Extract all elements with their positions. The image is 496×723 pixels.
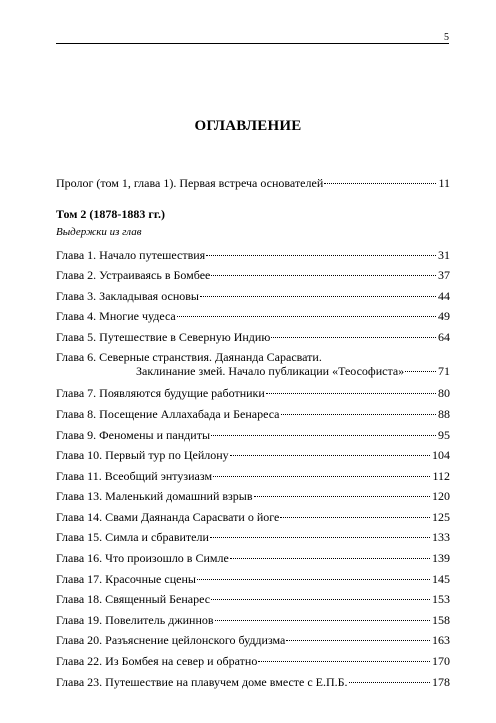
- toc-entry-page: 133: [432, 530, 450, 544]
- toc-entry-label: Глава 16. Что произошло в Симле: [56, 551, 229, 565]
- dot-leader: [211, 274, 436, 276]
- toc-entry-label: Глава 20. Разъяснение цейлонского буддизма: [56, 633, 286, 647]
- toc-entry: [56, 386, 450, 400]
- toc-entry-page: 31: [438, 248, 450, 262]
- toc-entry: [56, 613, 450, 627]
- toc-entry-label: Глава 7. Появляются будущие работники: [56, 386, 265, 400]
- toc-entry-label: Глава 13. Маленький домашний взрыв: [56, 489, 253, 503]
- dot-leader: [215, 619, 430, 621]
- dot-leader: [254, 495, 430, 497]
- toc-entry-page: 145: [432, 572, 450, 586]
- dot-leader: [230, 454, 430, 456]
- toc-entry-label: Глава 2. Устраиваясь в Бомбее: [56, 268, 211, 282]
- toc-entry: [56, 448, 450, 462]
- toc-entry-label: Глава 14. Свами Даянанда Сарасвати о йоге: [56, 510, 280, 524]
- toc-entry-page: 125: [432, 510, 450, 524]
- dot-leader: [324, 182, 436, 184]
- toc-entry-page: 104: [432, 448, 450, 462]
- toc-entry-page: 64: [438, 330, 450, 344]
- dot-leader: [271, 336, 436, 338]
- toc-entry-label: Глава 15. Симла и сбравители: [56, 530, 209, 544]
- dot-leader: [211, 598, 430, 600]
- toc-entry: [56, 428, 450, 442]
- toc-entry-page: 163: [432, 633, 450, 647]
- toc-entry: [56, 510, 450, 524]
- toc-entry-label-continued: Заклинание змей. Начало публикации «Теософиста»: [136, 364, 405, 378]
- toc-entry-page: 80: [438, 386, 450, 400]
- toc-entry: [56, 551, 450, 565]
- toc-entry: [56, 633, 450, 647]
- toc-entry-page: 37: [438, 268, 450, 282]
- toc-entry-label: Глава 11. Всеобщий энтузиазм: [56, 469, 213, 483]
- toc-entry: [56, 268, 450, 282]
- toc-entry-page: 88: [438, 407, 450, 421]
- toc-entry-label: Глава 18. Священный Бенарес: [56, 592, 211, 606]
- dot-leader: [286, 639, 430, 641]
- toc-entry: [56, 289, 450, 303]
- toc-entry: [56, 592, 450, 606]
- toc-entry-label: Глава 17. Красочные сцены: [56, 572, 196, 586]
- toc-entry-label: Пролог (том 1, глава 1). Первая встреча основателей: [56, 176, 324, 190]
- toc-entry-page: 120: [432, 489, 450, 503]
- toc-entry-label: Глава 1. Начало путешествия: [56, 248, 206, 262]
- toc-entry-page: 71: [438, 364, 450, 378]
- dot-leader: [230, 557, 430, 559]
- toc-entry: [56, 248, 450, 262]
- dot-leader: [266, 392, 436, 394]
- dot-leader: [405, 370, 436, 372]
- page-number: 5: [444, 32, 449, 43]
- dot-leader: [349, 681, 430, 683]
- toc-entry-page: 49: [438, 309, 450, 323]
- toc-entry-prologue: [56, 176, 450, 190]
- dot-leader: [206, 254, 436, 256]
- toc-entry-page: 112: [432, 469, 450, 483]
- dot-leader: [280, 516, 430, 518]
- toc-entry: [56, 407, 450, 421]
- toc-entry-label: Глава 4. Многие чудеса: [56, 309, 176, 323]
- dot-leader: [258, 660, 430, 662]
- toc-entry-label: Глава 8. Посещение Аллахабада и Бенареса: [56, 407, 280, 421]
- toc-entry-page: 44: [438, 289, 450, 303]
- toc-entry-page: 178: [432, 675, 450, 689]
- dot-leader: [197, 578, 430, 580]
- toc-entry-page: 139: [432, 551, 450, 565]
- dot-leader: [210, 536, 430, 538]
- toc-entry-label: Глава 19. Повелитель джиннов: [56, 613, 214, 627]
- toc-entry-label: Глава 3. Закладывая основы: [56, 289, 199, 303]
- dot-leader: [200, 295, 436, 297]
- toc-entry: [56, 309, 450, 323]
- toc-entry: [56, 489, 450, 503]
- toc-entry: [56, 675, 450, 689]
- header-rule: [56, 43, 449, 44]
- toc-entry-label: Глава 23. Путешествие на плавучем доме вместе с Е.П.Б.: [56, 675, 348, 689]
- toc-entry-page: 153: [432, 592, 450, 606]
- volume-subheading: Выдержки из глав: [56, 226, 142, 238]
- toc-entry-label: Глава 5. Путешествие в Северную Индию: [56, 330, 271, 344]
- toc-entry-label: Глава 6. Северные странствия. Даянанда Сарасвати.: [56, 350, 322, 364]
- toc-entry-page: 158: [432, 613, 450, 627]
- dot-leader: [211, 434, 436, 436]
- toc-entry: [56, 572, 450, 586]
- volume-heading: Том 2 (1878-1883 гг.): [56, 207, 165, 221]
- toc-entry-chapter6: [56, 350, 450, 378]
- toc-entry: [56, 469, 450, 483]
- toc-entry: [56, 330, 450, 344]
- toc-entry: [56, 530, 450, 544]
- toc-entry-label: Глава 9. Феномены и пандиты: [56, 428, 211, 442]
- toc-entry-label: Глава 10. Первый тур по Цейлону: [56, 448, 229, 462]
- dot-leader: [177, 315, 436, 317]
- toc-entry-page: 170: [432, 654, 450, 668]
- toc-entry-label: Глава 22. Из Бомбея на север и обратно: [56, 654, 258, 668]
- toc-entry: [56, 654, 450, 668]
- page-title: ОГЛАВЛЕНИЕ: [194, 118, 302, 134]
- toc-entry-page: 95: [438, 428, 450, 442]
- toc-entry-page: 11: [438, 176, 450, 190]
- dot-leader: [281, 413, 437, 415]
- dot-leader: [213, 475, 430, 477]
